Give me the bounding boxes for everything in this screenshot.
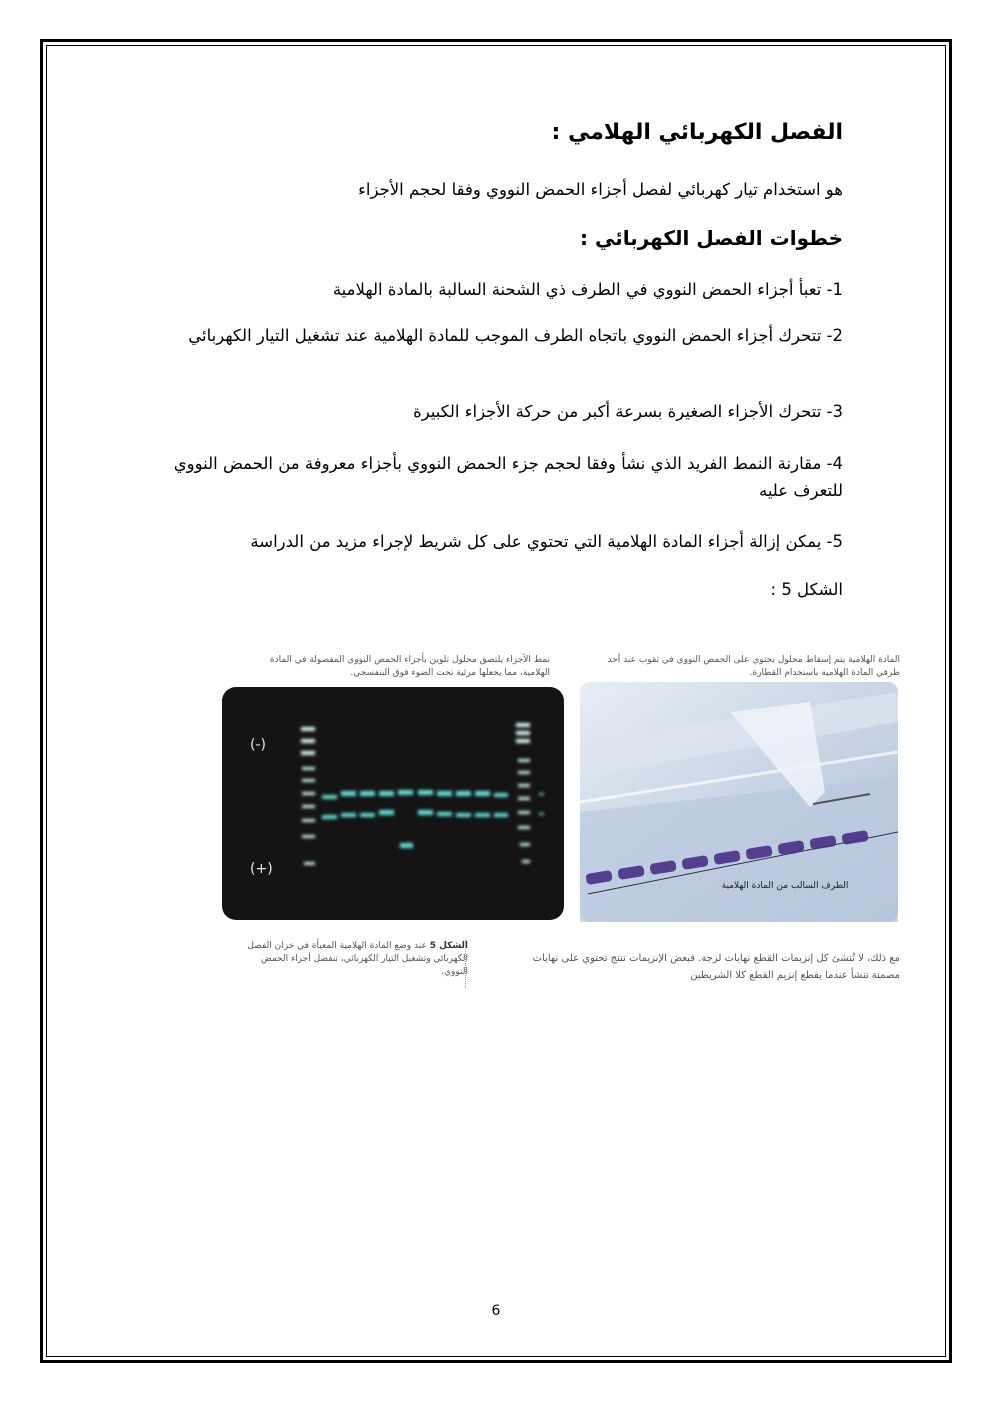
positive-terminal-label: (+) <box>250 861 273 877</box>
negative-end-label: الطرف السالب من المادة الهلامية <box>721 881 849 891</box>
figure-5 <box>220 650 900 995</box>
caption-figure-5-title: الشكل 5 <box>429 941 468 951</box>
caption-figure-5 <box>238 940 468 979</box>
page-number: 6 <box>491 1303 501 1319</box>
step-3: 3- تتحرك الأجزاء الصغيرة بسرعة أكبر من حركة الأجزاء الكبيرة <box>413 402 843 421</box>
page-title: الفصل الكهربائي الهلامي : <box>551 120 843 145</box>
step-1: 1- تعبأ أجزاء الحمض النووي في الطرف ذي الشحنة السالبة بالمادة الهلامية <box>332 280 843 299</box>
gel-loading-photo <box>580 682 898 922</box>
negative-terminal-label: (-) <box>250 737 266 753</box>
figure-reference: الشكل 5 : <box>770 580 843 599</box>
gel-electrophoresis-image <box>222 687 564 920</box>
step-4: 4- مقارنة النمط الفريد الذي نشأ وفقا لحجم جزء الحمض النووي بأجزاء معروفة من الحمض النووي للتعرف عليه <box>173 454 843 500</box>
steps-heading: خطوات الفصل الكهربائي : <box>580 226 843 250</box>
caption-gel-pattern: نمط الأجزاء يلتصق محلول تلوين بأجزاء الحمض النووي المفصولة في المادة الهلامية، مما يجعلها مرئية تحت الضوء فوق البنفسجي. <box>269 655 550 678</box>
caption-figure-5-text: عند وضع المادة الهلامية المعبأة في خزان الفصل الكهربائي وتشغيل التيار الكهربائي، تنفصل أجزاء الحمض النووي. <box>247 941 468 977</box>
step-5: 5- يمكن إزالة أجزاء المادة الهلامية التي تحتوي على كل شريط لإجراء مزيد من الدراسة <box>250 532 843 551</box>
caption-sticky-ends: مع ذلك، لا تُنشئ كل إنزيمات القطع نهايات لزجة. فبعض الإنزيمات تنتج تحتوي على نهايات مصمتة تنشأ عندما يقطع إنزيم القطع كلا الشريطين <box>532 953 900 981</box>
caption-separator <box>465 940 466 988</box>
caption-gel-loading: المادة الهلامية يتم إسقاط محلول يحتوي على الحمض النووي في ثقوب عند أحد طرفي المادة الهلامية باستخدام القطارة. <box>607 655 900 678</box>
definition-text: هو استخدام تيار كهربائي لفصل أجزاء الحمض النووي وفقا لحجم الأجزاء <box>358 180 843 199</box>
step-2: 2- تتحرك أجزاء الحمض النووي باتجاه الطرف الموجب للمادة الهلامية عند تشغيل التيار الكهربائي <box>188 326 843 345</box>
